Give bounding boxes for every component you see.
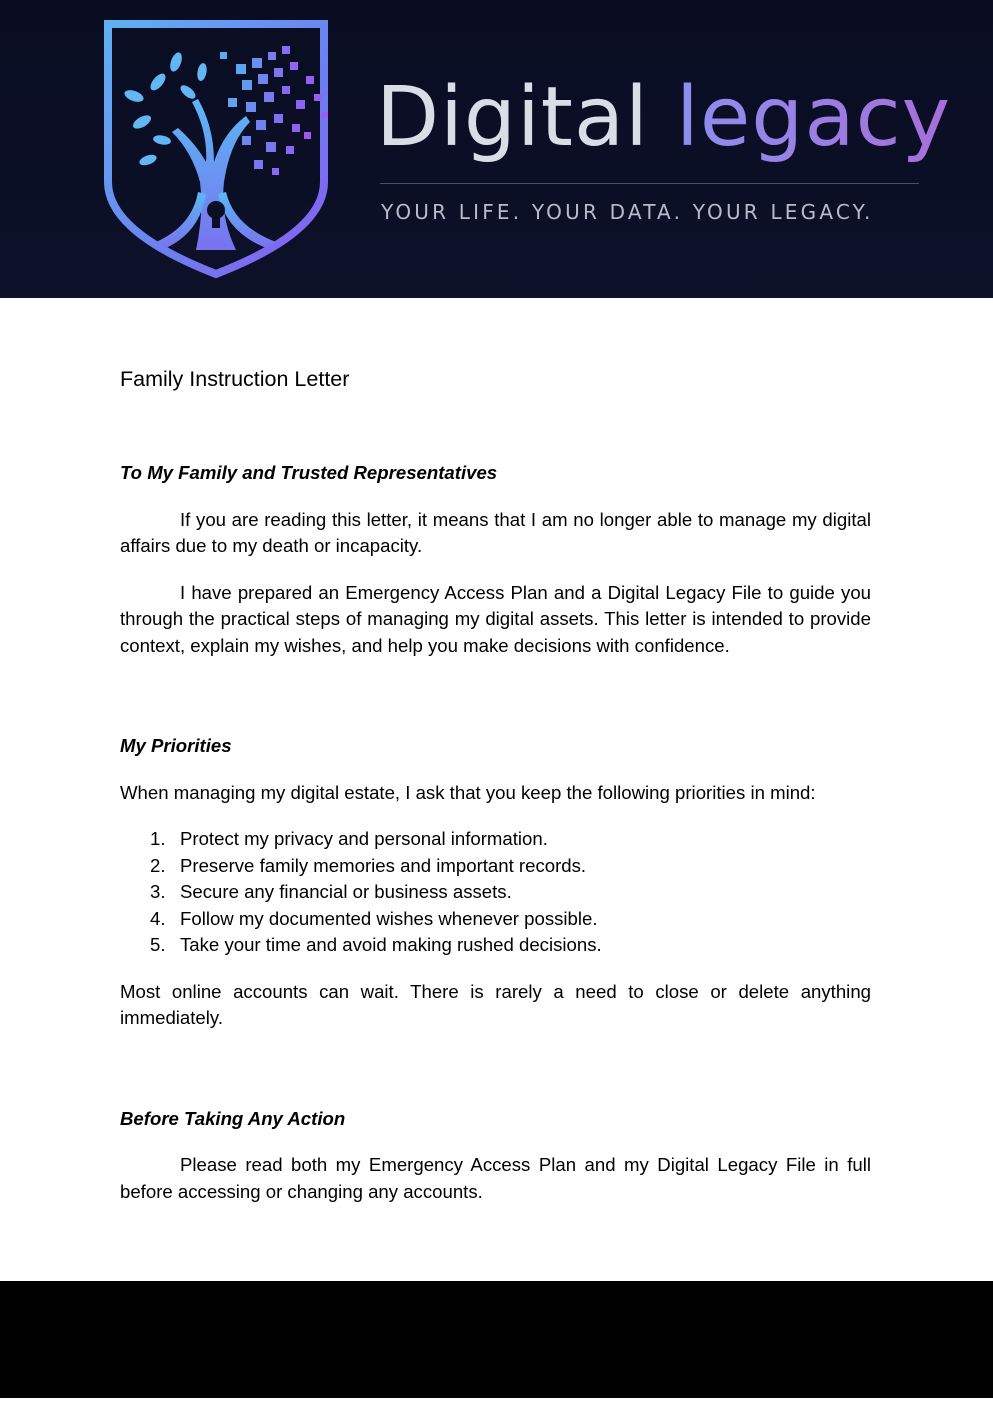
- letter-body: [120, 364, 871, 1225]
- footer-bar: [0, 1281, 993, 1398]
- brand-divider: [380, 183, 919, 184]
- list-item-text: Take your time and avoid making rushed decisions.: [180, 934, 602, 955]
- list-number: 2.: [150, 854, 166, 876]
- list-item-text: Preserve family memories and important records.: [180, 854, 587, 876]
- brand-name-legacy: legacy: [676, 70, 952, 165]
- paragraph: Most online accounts can wait. There is rarely a need to close or delete anything immediately.: [120, 980, 871, 1028]
- list-item: [120, 853, 871, 880]
- priorities-list: [120, 826, 871, 959]
- brand-tagline: YOUR LIFE. YOUR DATA. YOUR LEGACY.: [381, 200, 874, 224]
- tree-shield-icon: [96, 12, 346, 280]
- section-heading: My Priorities: [120, 735, 232, 756]
- section-spacer: [120, 679, 871, 733]
- brand-name: [376, 58, 951, 178]
- document-title: Family Instruction Letter: [120, 367, 350, 391]
- section-heading: Before Taking Any Action: [120, 1107, 346, 1129]
- list-item-text: Secure any financial or business assets.: [180, 881, 512, 902]
- list-item: [120, 906, 871, 933]
- section-heading: To My Family and Trusted Representatives: [120, 462, 498, 483]
- list-number: 4.: [150, 907, 166, 929]
- list-number: 3.: [150, 881, 166, 902]
- section-spacer: [120, 1052, 871, 1106]
- header-banner: [0, 0, 993, 298]
- list-number: 1.: [150, 828, 166, 849]
- paragraph: Please read both my Emergency Access Plan and my Digital Legacy File in full before accessing or changing any accounts.: [120, 1154, 871, 1202]
- brand-name-digital: Digital: [376, 70, 649, 165]
- paragraph: I have prepared an Emergency Access Plan and a Digital Legacy File to guide you through the practical steps of managing my digital assets. This letter is intended to provide context, explain my wishes, and help you make decisions with confidence.: [120, 581, 871, 656]
- paragraph: When managing my digital estate, I ask that you keep the following priorities in mind:: [120, 781, 816, 803]
- list-item: [120, 932, 871, 959]
- list-number: 5.: [150, 934, 166, 955]
- list-item: [120, 826, 871, 853]
- list-item-text: Protect my privacy and personal information.: [180, 828, 548, 849]
- list-item: [120, 879, 871, 906]
- list-item-text: Follow my documented wishes whenever possible.: [180, 907, 598, 929]
- paragraph: If you are reading this letter, it means that I am no longer able to manage my digital affairs due to my death or incapacity.: [120, 508, 871, 556]
